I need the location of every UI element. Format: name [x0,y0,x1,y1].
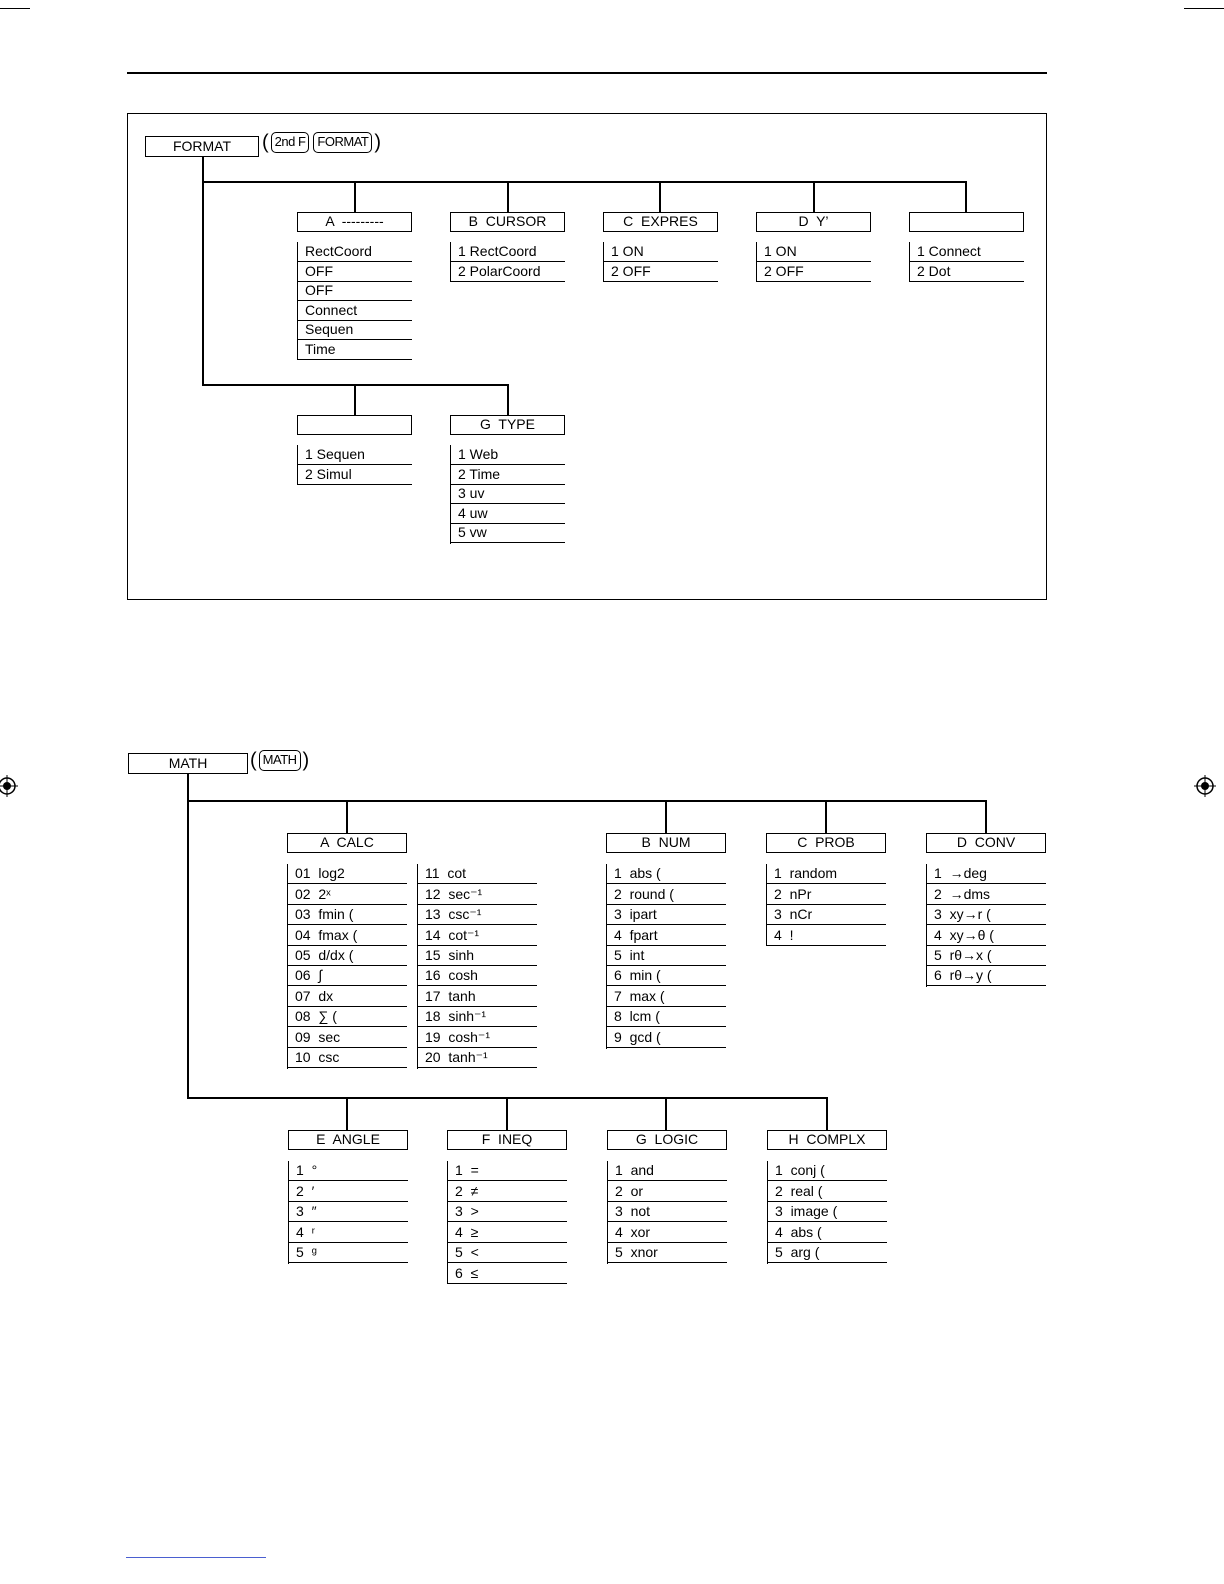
menu-item: 2 →dms [926,885,1046,905]
menu-item: 3 > [447,1202,567,1222]
menu-item: Sequen [297,320,412,340]
menu-item: 8 lcm ( [606,1007,726,1027]
math-submenu-prob-title: C PROB [766,833,886,853]
menu-item: 9 gcd ( [606,1028,726,1048]
menu-item: 6 ≤ [447,1264,567,1284]
menu-item: 2 PolarCoord [450,262,565,282]
math-submenu-complx-title: H COMPLX [767,1130,887,1150]
menu-item: 20 tanh⁻¹ [417,1048,537,1068]
menu-item: 10 csc [287,1048,407,1068]
menu-item: 19 cosh⁻¹ [417,1028,537,1048]
format-submenu-g-title: G TYPE [450,415,565,435]
menu-item: 12 sec⁻¹ [417,885,537,905]
crop-mark-right [1184,8,1224,9]
menu-item: 4 xor [607,1223,727,1243]
menu-item: 6 rθ→y ( [926,966,1046,986]
menu-item: 4 uw [450,504,565,524]
menu-item: 17 tanh [417,987,537,1007]
connector [506,1097,508,1130]
menu-item: 2 ′ [288,1182,408,1202]
menu-item: 3 uv [450,484,565,504]
connector [825,800,827,833]
math-submenu-logic-title: G LOGIC [607,1130,727,1150]
menu-item: 4 xy→θ ( [926,926,1046,946]
connector [187,774,189,1099]
connector [659,181,661,212]
format-submenu-b-title: B CURSOR [450,212,565,232]
math-submenu-ineq-title: F INEQ [447,1130,567,1150]
menu-item: 2 OFF [603,262,718,282]
open-paren: ( [250,749,257,772]
close-paren: ) [374,131,382,154]
menu-item: 1 ON [603,242,718,262]
menu-item: 4 abs ( [767,1223,887,1243]
menu-item: 14 cot⁻¹ [417,926,537,946]
menu-item: 2 Dot [909,262,1024,282]
open-paren: ( [262,131,269,154]
connector [187,800,987,802]
menu-item: 03 fmin ( [287,905,407,925]
menu-item: 1 RectCoord [450,242,565,262]
menu-item: RectCoord [297,242,412,262]
menu-item: OFF [297,281,412,301]
menu-item: 5 < [447,1243,567,1263]
menu-item: 5 arg ( [767,1243,887,1263]
menu-item: 16 cosh [417,966,537,986]
menu-item: 1 ° [288,1161,408,1181]
connector [346,800,348,833]
menu-item: 15 sinh [417,946,537,966]
bottom-link-rule [126,1557,266,1558]
crop-mark-left [0,8,30,9]
menu-item: 1 →deg [926,864,1046,884]
menu-item: 6 min ( [606,966,726,986]
format-menu-frame [127,113,1047,600]
menu-item: 3 ″ [288,1202,408,1222]
menu-item: 1 Web [450,445,565,465]
menu-item: 1 abs ( [606,864,726,884]
menu-item: 5 ᵍ [288,1243,408,1263]
menu-item: 09 sec [287,1028,407,1048]
top-rule [127,72,1047,74]
menu-item: 1 Connect [909,242,1024,262]
menu-item: 5 rθ→x ( [926,946,1046,966]
registration-mark-icon [0,775,18,797]
connector [202,181,967,183]
menu-item: 2 or [607,1182,727,1202]
menu-item: 2 ≠ [447,1182,567,1202]
menu-item: 7 max ( [606,987,726,1007]
connector [187,1097,828,1099]
menu-item: 4 ʳ [288,1223,408,1243]
connector [346,1097,348,1130]
menu-item: 2 Time [450,465,565,485]
menu-item: 4 ! [766,926,886,946]
close-paren: ) [302,749,310,772]
menu-item: 5 xnor [607,1243,727,1263]
connector [665,1097,667,1130]
format-submenu-a-title: A --------- [297,212,412,232]
menu-item: 3 ipart [606,905,726,925]
registration-mark-icon [1194,775,1216,797]
connector [202,157,204,385]
menu-item: 3 xy→r ( [926,905,1046,925]
menu-item: 1 ON [756,242,871,262]
connector [507,384,509,415]
menu-item: 2 real ( [767,1182,887,1202]
menu-item: 1 and [607,1161,727,1181]
menu-item: 4 fpart [606,926,726,946]
menu-item: 11 cot [417,864,537,884]
menu-item: OFF [297,262,412,282]
menu-item: Time [297,340,412,360]
connector [665,800,667,833]
math-key-sequence [250,750,309,771]
menu-item: 5 vw [450,523,565,543]
menu-item: 2 OFF [756,262,871,282]
menu-item: 2 round ( [606,885,726,905]
menu-item: 1 Sequen [297,445,412,465]
menu-item: 1 = [447,1161,567,1181]
menu-item: 01 log2 [287,864,407,884]
menu-item: 07 dx [287,987,407,1007]
math-submenu-calc-title: A CALC [287,833,407,853]
format-key: FORMAT [313,132,372,153]
menu-item: 04 fmax ( [287,926,407,946]
connector [202,384,509,386]
math-submenu-num-title: B NUM [606,833,726,853]
menu-item: 06 ∫ [287,966,407,986]
second-f-key: 2nd F [271,132,310,153]
menu-item: 08 ∑ ( [287,1007,407,1027]
menu-item: 3 nCr [766,905,886,925]
menu-item: 2 Simul [297,465,412,485]
menu-item: 3 image ( [767,1202,887,1222]
format-submenu-f-title [297,415,412,435]
connector [507,181,509,212]
menu-item: 18 sinh⁻¹ [417,1007,537,1027]
math-root-box: MATH [128,753,248,774]
connector [354,384,356,415]
format-submenu-c-title: C EXPRES [603,212,718,232]
menu-item: 1 random [766,864,886,884]
menu-item: 05 d/dx ( [287,946,407,966]
menu-item: 4 ≥ [447,1223,567,1243]
menu-item: 3 not [607,1202,727,1222]
menu-item: 02 2ˣ [287,885,407,905]
menu-item: 1 conj ( [767,1161,887,1181]
connector [965,181,967,212]
format-submenu-e-title [909,212,1024,232]
connector [813,181,815,212]
menu-item: 2 nPr [766,885,886,905]
connector [985,800,987,833]
menu-item: 13 csc⁻¹ [417,905,537,925]
math-submenu-conv-title: D CONV [926,833,1046,853]
format-key-sequence [262,132,381,153]
format-submenu-d-title: D Y’ [756,212,871,232]
menu-item: Connect [297,301,412,321]
format-root-box: FORMAT [145,136,259,157]
connector [354,181,356,212]
math-key: MATH [259,750,301,771]
menu-item: 5 int [606,946,726,966]
connector [826,1097,828,1130]
math-submenu-angle-title: E ANGLE [288,1130,408,1150]
